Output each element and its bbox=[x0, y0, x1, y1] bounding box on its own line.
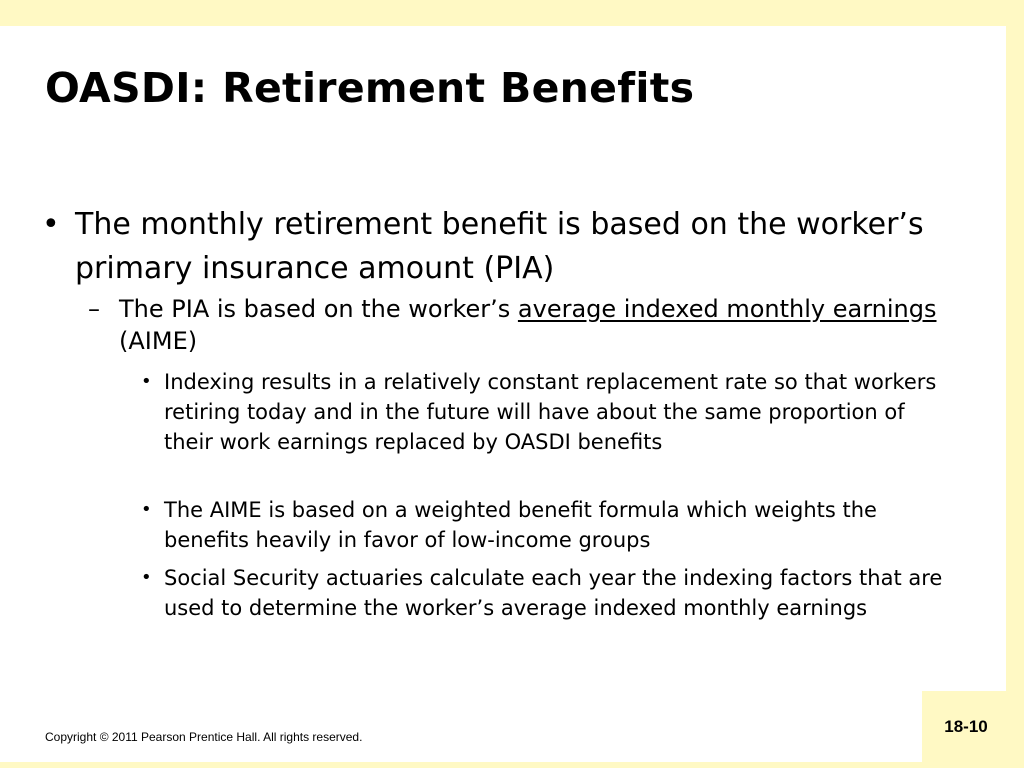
copyright-footer: Copyright © 2011 Pearson Prentice Hall. All rights reserved. bbox=[45, 730, 363, 744]
bottom-border-band bbox=[0, 762, 1024, 768]
bullet-level1 bbox=[42, 203, 942, 291]
bullet-marker: • bbox=[141, 499, 152, 520]
right-border-band bbox=[1006, 0, 1024, 768]
sub-bullet bbox=[141, 563, 951, 623]
bullet-marker: • bbox=[42, 207, 60, 242]
underlined-term: average indexed monthly earnings bbox=[517, 295, 937, 323]
slide-title: OASDI: Retirement Benefits bbox=[45, 64, 695, 112]
bullet-level2 bbox=[88, 293, 978, 357]
page-number-box bbox=[922, 691, 1024, 768]
text-after: (AIME) bbox=[119, 327, 198, 355]
text-before: The PIA is based on the worker’s bbox=[119, 295, 518, 323]
sub-bullet-text: Social Security actuaries calculate each year the indexing factors that are used to determine the worker’s average indexed monthly earnings bbox=[164, 566, 943, 620]
bullet-marker: • bbox=[141, 371, 152, 392]
sub-bullet-text: Indexing results in a relatively constant replacement rate so that workers retiring today and in the future will have about the same proportion of their work earnings replaced by OASDI benefits bbox=[164, 370, 937, 454]
sub-bullet-text: The AIME is based on a weighted benefit formula which weights the benefits heavily in favor of low-income groups bbox=[164, 498, 877, 552]
sub-bullet bbox=[141, 495, 951, 555]
bullet-text: The monthly retirement benefit is based on the worker’s primary insurance amount (PIA) bbox=[75, 207, 924, 286]
top-border-band bbox=[0, 0, 1024, 26]
sub-bullet bbox=[141, 367, 951, 457]
bullet-text bbox=[119, 293, 978, 357]
page-number: 18-10 bbox=[944, 717, 988, 736]
dash-marker: – bbox=[88, 295, 100, 323]
bullet-marker: • bbox=[141, 567, 152, 588]
